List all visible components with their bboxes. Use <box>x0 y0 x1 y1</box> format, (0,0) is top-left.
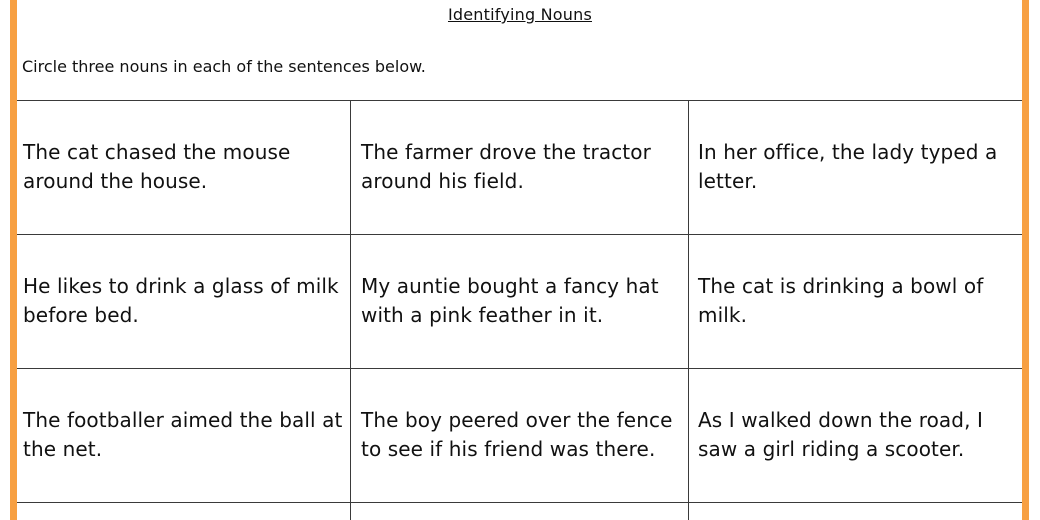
sentence-cell: In her office, the lady typed a letter. <box>698 140 998 193</box>
sentence-grid <box>17 100 1022 520</box>
sentence-cell: The cat chased the mouse around the house. <box>23 140 291 193</box>
worksheet-title: Identifying Nouns <box>447 5 592 24</box>
grid-line <box>17 234 1022 235</box>
sentence-cell: My auntie bought a fancy hat with a pink feather in it. <box>361 274 659 327</box>
grid-line <box>17 502 1022 503</box>
grid-line <box>17 100 1022 101</box>
sentence-cell: The footballer aimed the ball at the net. <box>23 408 343 461</box>
grid-line <box>350 100 351 520</box>
grid-line <box>688 100 689 520</box>
left-orange-border <box>10 0 17 520</box>
right-orange-border <box>1022 0 1029 520</box>
worksheet-instruction: Circle three nouns in each of the sentences below. <box>22 57 426 76</box>
sentence-cell: He likes to drink a glass of milk before bed. <box>23 274 339 327</box>
grid-line <box>17 368 1022 369</box>
sentence-cell: The farmer drove the tractor around his field. <box>361 140 651 193</box>
sentence-cell: The cat is drinking a bowl of milk. <box>698 274 984 327</box>
sentence-cell: As I walked down the road, I saw a girl riding a scooter. <box>698 408 983 461</box>
sentence-cell: The boy peered over the fence to see if his friend was there. <box>361 408 673 461</box>
